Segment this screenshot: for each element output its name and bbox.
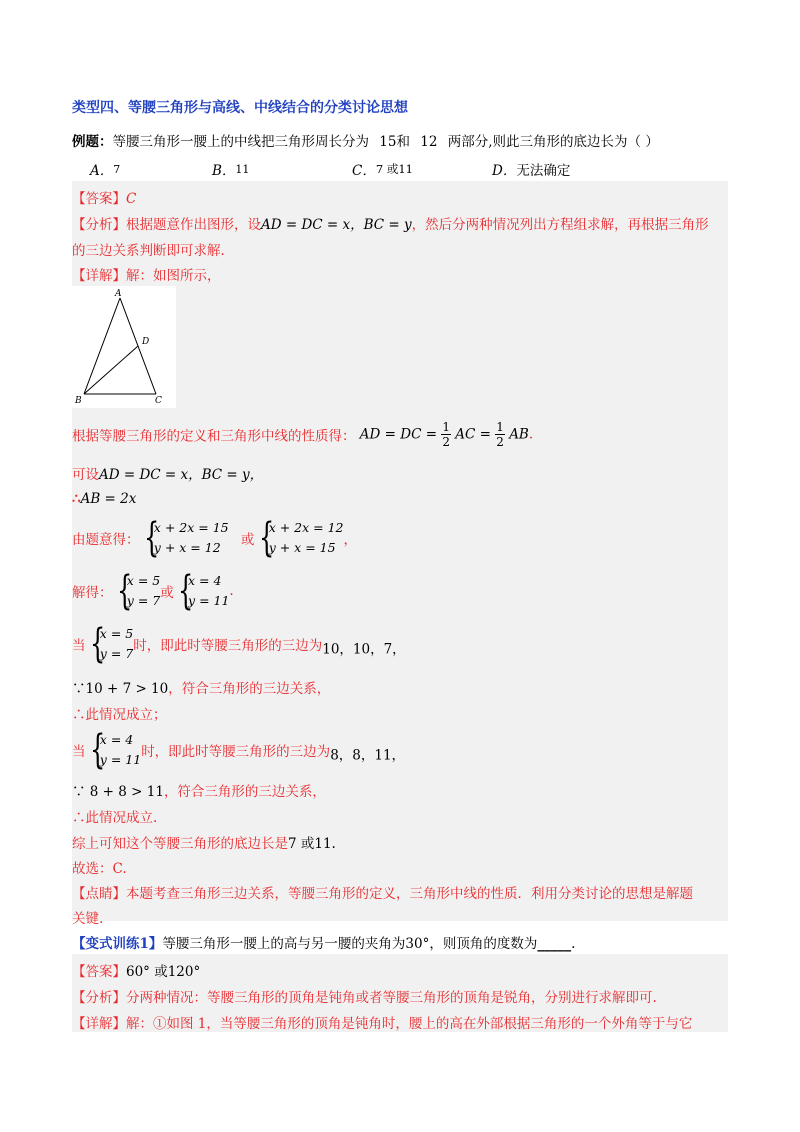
therefore-symbol-1: ∴ <box>72 491 81 507</box>
line1-math-b: AC = <box>455 426 491 443</box>
case2-check-math: ∵ 8 + 8 > 11 <box>72 784 164 800</box>
case2-line1: x = 4 <box>99 732 134 747</box>
example-num2: 12 <box>420 134 438 150</box>
comment-tag: 【点睛】 <box>72 886 126 902</box>
case2-text: 时，即此时等腰三角形的三边为 <box>141 744 331 760</box>
analysis1-line2: 的三边关系判断即可求解. <box>72 243 225 259</box>
case1-line1: x = 5 <box>99 626 134 641</box>
or-text-2: 或 <box>160 585 174 601</box>
option-d <box>492 159 570 179</box>
comment-line1 <box>72 882 693 902</box>
example-question <box>72 130 659 150</box>
frac2-den: 2 <box>496 435 504 449</box>
derivation-line1 <box>72 420 533 449</box>
derivation-line3 <box>72 491 136 507</box>
answer1-value: C <box>126 191 137 207</box>
case1-conclusion: ∴此情况成立； <box>72 707 167 723</box>
sol2-line1: x = 4 <box>188 573 222 588</box>
variant-angle: 30° <box>405 936 430 952</box>
case1-line <box>72 621 406 667</box>
line5-dot: . <box>229 583 234 599</box>
vertex-label-d: D <box>142 337 150 347</box>
sys2-line1: x + 2x = 12 <box>268 520 344 535</box>
section-heading: 类型四、等腰三角形与高线、中线结合的分类讨论思想 <box>72 100 408 116</box>
comment-text1: 本题考查三角形三边关系，等腰三角形的定义，三角形中线的性质．利用分类讨论的思想是解题 <box>126 886 693 902</box>
example-label: 例题： <box>72 134 113 150</box>
option-c-value: 7 或11 <box>375 162 413 176</box>
summary-line <box>72 832 336 852</box>
detail1-text: 解：如图所示， <box>126 268 221 284</box>
variant-text: 等腰三角形一腰上的高与另一腰的夹角为 <box>162 936 406 952</box>
sol1-line1: x = 5 <box>126 573 161 588</box>
answer2-tag: 【答案】 <box>72 964 126 980</box>
answer1-line <box>72 187 136 207</box>
analysis2-text: 分两种情况：等腰三角形的顶角是钝角或者等腰三角形的顶角是锐角，分别进行求解即可. <box>126 990 657 1006</box>
case1-text: 时，即此时等腰三角形的三边为 <box>133 638 323 654</box>
frac2-num: 1 <box>496 420 504 434</box>
fraction-half-2 <box>495 420 505 449</box>
sys2-line2: y + x = 15 <box>268 540 336 555</box>
equation-system-1: { x + 2x = 15 y + x = 12 <box>143 515 229 561</box>
option-c-letter: C． <box>352 163 376 179</box>
comment-line2: 关键. <box>72 911 104 927</box>
analysis1-text2: ，然后分两种情况列出方程组求解，再根据三角形 <box>411 217 709 233</box>
line1-text: 根据等腰三角形的定义和三角形中线的性质得： <box>72 428 356 445</box>
case2-conclusion: ∴此情况成立. <box>72 810 158 826</box>
derivation-line5 <box>72 568 234 614</box>
case1-pre: 当 <box>72 638 86 654</box>
case1-line2: y = 7 <box>99 646 134 661</box>
fraction-half-1 <box>441 420 451 449</box>
solution-system-2: { x = 4 y = 11 <box>178 568 230 614</box>
frac1-num: 1 <box>442 420 450 434</box>
analysis2-line <box>72 986 657 1006</box>
option-c <box>352 159 413 179</box>
option-a-value: 7 <box>113 163 121 176</box>
option-d-letter: D． <box>492 163 517 179</box>
answer-blank: _____ <box>537 936 572 952</box>
case2-line2: y = 11 <box>99 752 142 767</box>
line4-comma: ， <box>343 532 358 548</box>
sol2-line2: y = 11 <box>188 593 230 608</box>
solution-system-1: { x = 5 y = 7 <box>116 568 161 614</box>
detail2-text: 解：①如图 1，当等腰三角形的顶角是钝角时，腰上的高在外部根据三角形的一个外角等于与它 <box>126 1016 693 1032</box>
example-text2: 两部分,则此三角形的底边长为（ ） <box>447 134 659 150</box>
variant-tag: 【变式训练1】 <box>72 936 163 952</box>
analysis1-tag: 【分析】 <box>72 217 126 233</box>
or-text-1: 或 <box>240 532 255 548</box>
summary-value: 7 或11. <box>288 836 336 852</box>
vertex-label-c: C <box>155 396 162 406</box>
option-a-letter: A． <box>90 163 114 179</box>
summary-text: 综上可知这个等腰三角形的底边长是 <box>72 836 288 852</box>
analysis1-math: AD = DC = x，BC = y <box>261 217 412 233</box>
case2-check-text: ，符合三角形的三边关系， <box>163 784 326 800</box>
variant-text2: ，则顶角的度数为 <box>429 936 538 952</box>
equation-system-2: { x + 2x = 12 y + x = 15 <box>258 515 344 561</box>
example-text: 等腰三角形一腰上的中线把三角形周长分为 <box>112 134 369 150</box>
analysis1-line1 <box>72 213 709 233</box>
option-b-value: 11 <box>235 163 250 176</box>
case2-system: { x = 4 y = 11 <box>89 727 142 773</box>
line2-text: 可设 <box>72 467 99 483</box>
case2-sides: 8，8，11， <box>330 747 406 764</box>
sol1-line2: y = 7 <box>126 593 161 608</box>
triangle-diagram <box>72 286 176 408</box>
line2-math: AD = DC = x，BC = y， <box>99 467 264 483</box>
detail2-tag: 【详解】 <box>72 1016 126 1032</box>
line5-text: 解得： <box>72 585 113 601</box>
answer1-tag: 【答案】 <box>72 191 126 207</box>
choose-line: 故选：C. <box>72 861 127 877</box>
derivation-line4 <box>72 515 358 561</box>
case1-system: { x = 5 y = 7 <box>89 621 134 667</box>
sys1-line1: x + 2x = 15 <box>153 520 229 535</box>
derivation-line2 <box>72 463 263 483</box>
option-b-letter: B． <box>212 163 236 179</box>
example-num1: 15 <box>379 134 397 150</box>
line3-math: AB = 2x <box>80 491 137 507</box>
detail2-line <box>72 1012 692 1032</box>
option-a <box>90 159 120 179</box>
detail1-line <box>72 264 221 284</box>
vertex-label-a: A <box>115 289 122 299</box>
case1-check-text: ，符合三角形的三边关系， <box>168 681 331 697</box>
case1-sides: 10，10，7， <box>322 641 406 658</box>
variant-question <box>72 932 575 952</box>
frac1-den: 2 <box>442 435 450 449</box>
case2-line <box>72 727 406 773</box>
line1-math-c: AB <box>509 426 529 443</box>
detail1-tag: 【详解】 <box>72 268 126 284</box>
analysis2-tag: 【分析】 <box>72 990 126 1006</box>
variant-end: . <box>571 936 576 952</box>
case2-check-line <box>72 780 326 800</box>
option-b <box>212 159 249 179</box>
answer2-line <box>72 960 200 980</box>
case1-check-math: ∵10 + 7 > 10 <box>72 681 169 697</box>
line1-dot: . <box>528 426 534 443</box>
example-and: 和 <box>396 134 410 150</box>
option-d-value: 无法确定 <box>516 163 571 179</box>
triangle-figure <box>72 286 176 408</box>
line1-math-a: AD = DC = <box>359 426 438 443</box>
case1-check-line <box>72 677 330 697</box>
answer2-value: 60° 或120° <box>126 964 201 980</box>
line4-text: 由题意得： <box>72 532 140 548</box>
vertex-label-b: B <box>75 396 82 406</box>
case2-pre: 当 <box>72 744 86 760</box>
sys1-line2: y + x = 12 <box>153 540 221 555</box>
analysis1-text1: 根据题意作出图形，设 <box>126 217 261 233</box>
